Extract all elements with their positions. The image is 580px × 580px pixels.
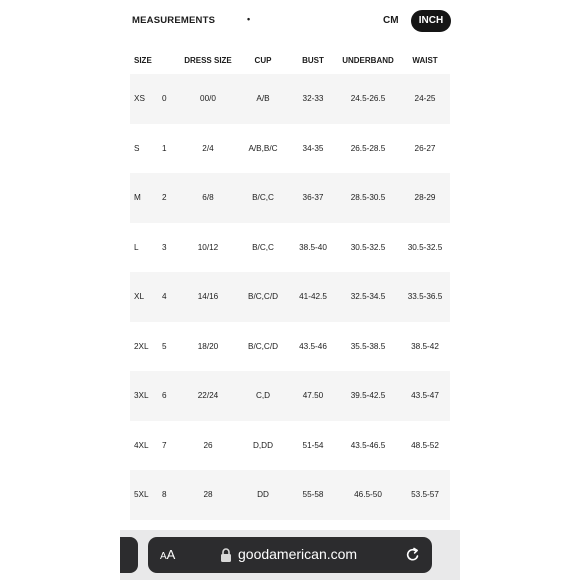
size-cell: L: [134, 242, 139, 252]
table-row: [130, 322, 450, 372]
dress-size-cell: 28: [203, 490, 213, 500]
dress-size-cell: 2/4: [202, 143, 214, 153]
size-cell: 4XL: [134, 440, 149, 450]
underband-cell: 46.5-50: [354, 490, 382, 500]
waist-cell: 53.5-57: [411, 490, 439, 500]
bust-cell: 34-35: [302, 143, 324, 153]
table-row: [130, 272, 450, 322]
bust-cell: 43.5-46: [299, 341, 327, 351]
table-row: [130, 223, 450, 273]
size-number-cell: 5: [162, 341, 167, 351]
underband-cell: 28.5-30.5: [350, 193, 386, 203]
dress-size-cell: 18/20: [197, 341, 219, 351]
dress-size-cell: 26: [203, 440, 213, 450]
dress-size-cell: 14/16: [197, 292, 219, 302]
dress-size-cell: 00/0: [200, 94, 216, 104]
size-cell: S: [134, 143, 140, 153]
cup-cell: B/C,C/D: [247, 341, 279, 351]
bust-cell: 32-33: [302, 94, 324, 104]
size-number-cell: 7: [162, 440, 167, 450]
size-number-cell: 8: [162, 490, 167, 500]
cup-cell: C,D: [255, 391, 271, 401]
underband-cell: 32.5-34.5: [350, 292, 386, 302]
underband-cell: 30.5-32.5: [350, 242, 386, 252]
column-header-waist: WAIST: [412, 55, 438, 65]
dress-size-cell: 22/24: [197, 391, 219, 401]
size-cell: XL: [134, 292, 145, 302]
dress-size-cell: 10/12: [197, 242, 219, 252]
column-header-cup: CUP: [254, 55, 272, 65]
lock-icon: [220, 548, 232, 562]
waist-cell: 33.5-36.5: [407, 292, 443, 302]
size-number-cell: 0: [162, 94, 167, 104]
page-title: MEASUREMENTS: [132, 15, 216, 26]
size-number-cell: 2: [162, 193, 167, 203]
underband-cell: 26.5-28.5: [350, 143, 386, 153]
size-number-cell: 3: [162, 242, 167, 252]
underband-cell: 35.5-38.5: [350, 341, 386, 351]
cup-cell: A/B,B/C: [248, 143, 278, 153]
waist-cell: 30.5-32.5: [407, 242, 443, 252]
waist-cell: 48.5-52: [411, 440, 439, 450]
waist-cell: 26-27: [414, 143, 436, 153]
size-cell: 5XL: [134, 490, 149, 500]
unit-inch-toggle[interactable]: INCH: [411, 10, 451, 32]
bust-cell: 51-54: [302, 440, 324, 450]
waist-cell: 28-29: [414, 193, 436, 203]
cup-cell: B/C,C: [252, 193, 274, 203]
previous-tab-edge[interactable]: [120, 537, 138, 573]
bust-cell: 55-58: [302, 490, 324, 500]
text-size-button[interactable]: [160, 547, 175, 562]
unit-cm-toggle[interactable]: CM: [383, 15, 399, 26]
browser-bottom-bar: [120, 530, 460, 580]
table-row: [130, 124, 450, 174]
column-header-underband: UNDERBAND: [342, 55, 394, 65]
text-size-small-glyph: A: [160, 551, 167, 562]
address-bar[interactable]: [148, 537, 432, 573]
size-number-cell: 1: [162, 143, 167, 153]
column-header-size: SIZE: [134, 55, 152, 65]
title-dot: •: [247, 14, 251, 24]
cup-cell: B/C,C: [252, 242, 274, 252]
text-size-large-glyph: A: [166, 547, 176, 562]
table-row: [130, 470, 450, 520]
underband-cell: 24.5-26.5: [350, 94, 386, 104]
size-cell: 3XL: [134, 391, 149, 401]
size-cell: 2XL: [134, 341, 149, 351]
size-number-cell: 4: [162, 292, 167, 302]
table-row: [130, 421, 450, 471]
column-header-bust: BUST: [302, 55, 324, 65]
size-chart-screen: [120, 0, 460, 580]
size-cell: M: [134, 193, 141, 203]
underband-cell: 43.5-46.5: [350, 440, 386, 450]
column-header-dress-size: DRESS SIZE: [184, 55, 232, 65]
table-row: [130, 371, 450, 421]
table-row: [130, 74, 450, 124]
bust-cell: 38.5-40: [299, 242, 327, 252]
bust-cell: 36-37: [302, 193, 324, 203]
size-table: [130, 46, 450, 520]
table-row: [130, 173, 450, 223]
size-cell: XS: [134, 94, 145, 104]
url-text[interactable]: goodamerican.com: [238, 546, 358, 562]
size-number-cell: 6: [162, 391, 167, 401]
waist-cell: 24-25: [414, 94, 436, 104]
cup-cell: B/C,C/D: [247, 292, 279, 302]
bust-cell: 41-42.5: [299, 292, 327, 302]
underband-cell: 39.5-42.5: [350, 391, 386, 401]
measurements-header: [120, 8, 460, 36]
waist-cell: 38.5-42: [411, 341, 439, 351]
cup-cell: A/B: [256, 94, 270, 104]
table-header-row: [130, 46, 450, 74]
bust-cell: 47.50: [302, 391, 324, 401]
reload-icon[interactable]: [405, 547, 421, 563]
cup-cell: D,DD: [252, 440, 273, 450]
waist-cell: 43.5-47: [411, 391, 439, 401]
dress-size-cell: 6/8: [202, 193, 214, 203]
cup-cell: DD: [257, 490, 269, 500]
